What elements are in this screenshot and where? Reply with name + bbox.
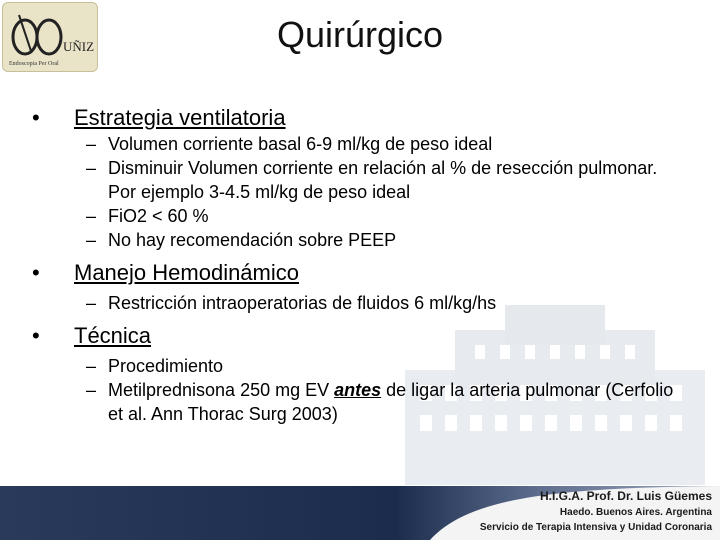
list-item — [30, 156, 690, 204]
list-item-text: Disminuir Volumen corriente en relación al % de resección pulmonar. Por ejemplo 3-4.5 ml/kg de peso ideal — [108, 158, 658, 202]
list-item — [30, 132, 690, 156]
section-heading-text: Manejo Hemodinámico — [74, 260, 299, 285]
dash-icon: – — [86, 293, 97, 313]
list-item-text: Restricción intraoperatorias de fluidos 6 ml/kg/hs — [108, 293, 497, 313]
dash-icon: – — [86, 206, 97, 226]
dash-icon: – — [86, 230, 97, 250]
list-item-text: Procedimiento — [108, 356, 224, 376]
footer-hospital-name: H.I.G.A. Prof. Dr. Luis Güemes — [539, 489, 712, 503]
section-heading — [30, 259, 690, 287]
dash-icon: – — [86, 356, 97, 376]
slide-content — [30, 104, 690, 426]
list-item-text: No hay recomendación sobre PEEP — [108, 230, 397, 250]
logo-wordmark: UÑIZ — [63, 39, 95, 54]
list-item — [30, 291, 690, 315]
footer-location: Haedo. Buenos Aires. Argentina — [559, 507, 712, 518]
bullet-icon: • — [32, 260, 40, 285]
list-item-text-before: Metilprednisona 250 mg EV — [108, 380, 335, 400]
list-item — [30, 354, 690, 378]
emphasis-text: antes — [334, 380, 382, 400]
section-heading-text: Técnica — [74, 323, 152, 348]
bullet-icon: • — [32, 323, 40, 348]
list-item — [30, 204, 690, 228]
logo-tagline: Endoscopia Per Oral — [9, 61, 59, 67]
bullet-icon: • — [32, 105, 40, 130]
footer-service: Servicio de Terapia Intensiva y Unidad Coronaria — [479, 522, 712, 533]
footer-band — [0, 486, 720, 540]
list-item — [30, 228, 690, 252]
section-heading — [30, 104, 690, 132]
slide-title: Quirúrgico — [276, 14, 444, 55]
list-item-text: Volumen corriente basal 6-9 ml/kg de peso ideal — [108, 134, 493, 154]
dash-icon: – — [86, 134, 97, 154]
section-heading — [30, 322, 690, 350]
list-item — [30, 378, 690, 426]
dash-icon: – — [86, 158, 97, 178]
list-item-text-after: de ligar la arteria pulmonar (Cerfolio et al. Ann Thorac Surg 2003) — [108, 380, 674, 424]
dash-icon: – — [86, 380, 97, 400]
list-item-text: FiO2 < 60 % — [108, 206, 209, 226]
section-heading-text: Estrategia ventilatoria — [74, 105, 286, 130]
